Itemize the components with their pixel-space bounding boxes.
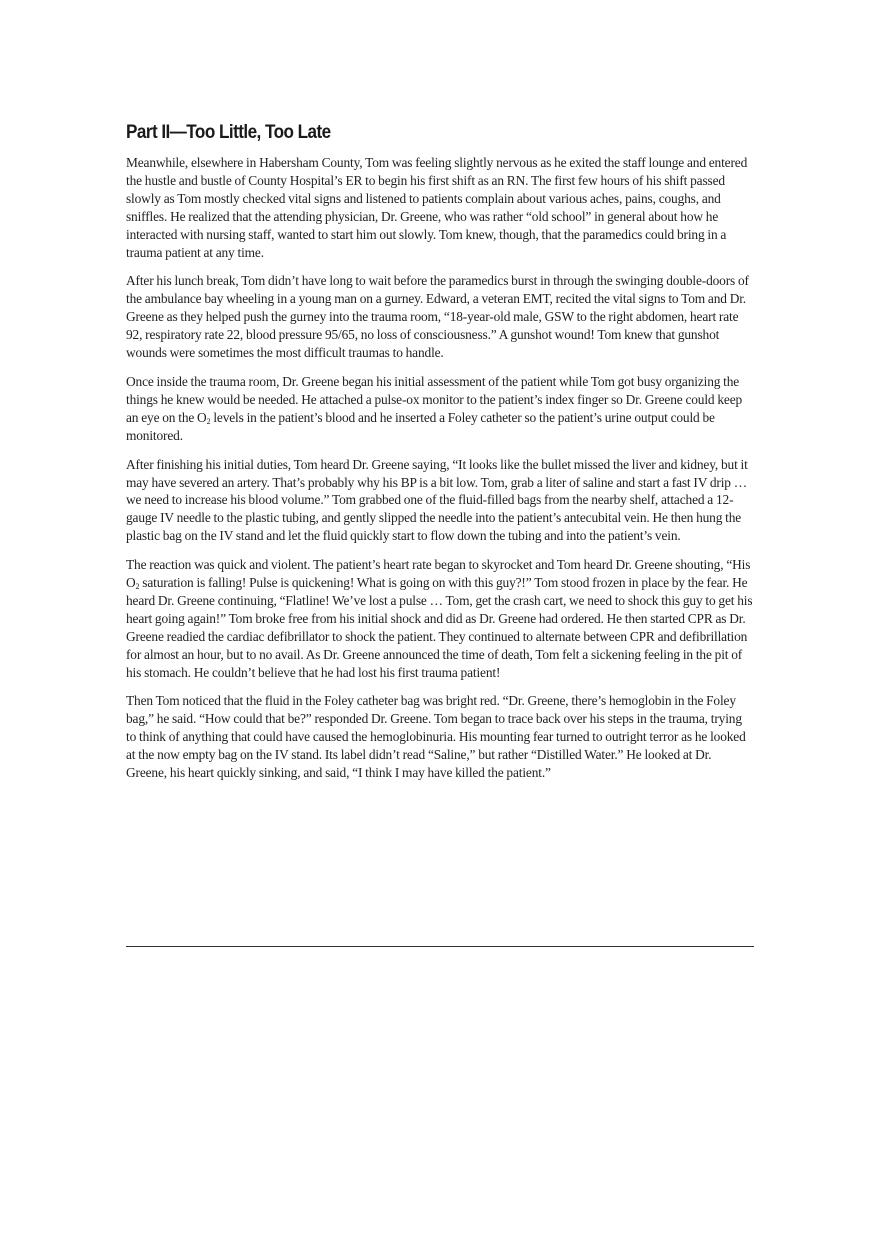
paragraph-5-text-a: The reaction was quick and violent. The patient’s heart rate began to skyrocket and Tom heard Dr. Greene shouting, “His O (126, 557, 751, 591)
paragraph-4: After finishing his initial duties, Tom heard Dr. Greene saying, “It looks like the bullet missed the liver and kidney, but it may have severed an artery. That’s probably why his BP is a bit low. Tom, grab a liter of saline and start a fast IV drip … we need to increase his blood volume.” Tom grabbed one of the fluid-filled bags from the nearby shelf, attached a 12-gauge IV needle to the plastic tubing, and gently slipped the needle into the patient’s antecubital vein. He then hung the plastic bag on the IV stand and let the fluid quickly start to flow down the tubing and into the patient’s vein. (126, 456, 748, 544)
document-body (126, 122, 754, 793)
paragraph-5-text-b: saturation is falling! Pulse is quickening! What is going on with this guy?!” Tom stood frozen in place by the fear. He heard Dr. Greene continuing, “Flatline! We’ve lost a pulse … Tom, get the crash cart, we need to shock this guy to get his heart going again!” Tom broke free from his initial shock and did as Dr. Greene had ordered. He then started CPR as Dr. Greene readied the cardiac defibrillator to shock the patient. They continued to alternate between CPR and defibrillation for almost an hour, but to no avail. As Dr. Greene announced the time of death, Tom felt a sickening feeling in the pit of his stomach. He couldn’t believe that he had lost his first trauma patient! (126, 575, 753, 680)
o2-subscript: 2 (206, 416, 211, 426)
paragraph-3-text-a: Once inside the trauma room, Dr. Greene began his initial assessment of the patient while Tom got busy organizing the things he knew would be needed. He attached a pulse-ox monitor to the patient’s index finger so Dr. Greene could keep an eye on the O (126, 373, 743, 425)
paragraph-2: After his lunch break, Tom didn’t have long to wait before the paramedics burst in through the swinging double-doors of the ambulance bay wheeling in a young man on a gurney. Edward, a veteran EMT, recited the vital signs to Tom and Dr. Greene as they helped push the gurney into the trauma room, “18-year-old male, GSW to the right abdomen, heart rate 92, respiratory rate 22, blood pressure 95/65, no loss of consciousness.” A gunshot wound! Tom knew that gunshot wounds were sometimes the most difficult traumas to handle. (126, 273, 749, 361)
paragraph-6: Then Tom noticed that the fluid in the Foley catheter bag was bright red. “Dr. Greene, there’s hemoglobin in the Foley bag,” he said. “How could that be?” responded Dr. Greene. Tom began to trace back over his steps in the trauma, trying to think of anything that could have caused the hemoglobinuria. His mounting fear turned to outright terror as he looked at the now empty bag on the IV stand. Its label didn’t read “Saline,” but rather “Distilled Water.” He looked at Dr. Greene, his heart quickly sinking, and said, “I think I may have killed the patient.” (126, 693, 746, 781)
footer-divider (126, 946, 754, 947)
paragraph-3 (126, 373, 754, 445)
paragraph-3-text-b: levels in the patient’s blood and he inserted a Foley catheter so the patient’s urine output could be monitored. (126, 409, 715, 443)
o2-subscript: 2 (135, 582, 140, 592)
section-heading: Part II—Too Little, Too Late (126, 122, 331, 143)
paragraph-5 (126, 556, 754, 681)
paragraph-1: Meanwhile, elsewhere in Habersham County, Tom was feeling slightly nervous as he exited the staff lounge and entered the hustle and bustle of County Hospital’s ER to begin his first shift as an RN. The first few hours of his shift passed slowly as Tom mostly checked vital signs and listened to patients complain about various aches, pains, coughs, and sniffles. He realized that the attending physician, Dr. Greene, who was rather “old school” in general about how he interacted with nursing staff, wanted to start him out slowly. Tom knew, though, that the paramedics could bring in a trauma patient at any time. (126, 155, 748, 260)
